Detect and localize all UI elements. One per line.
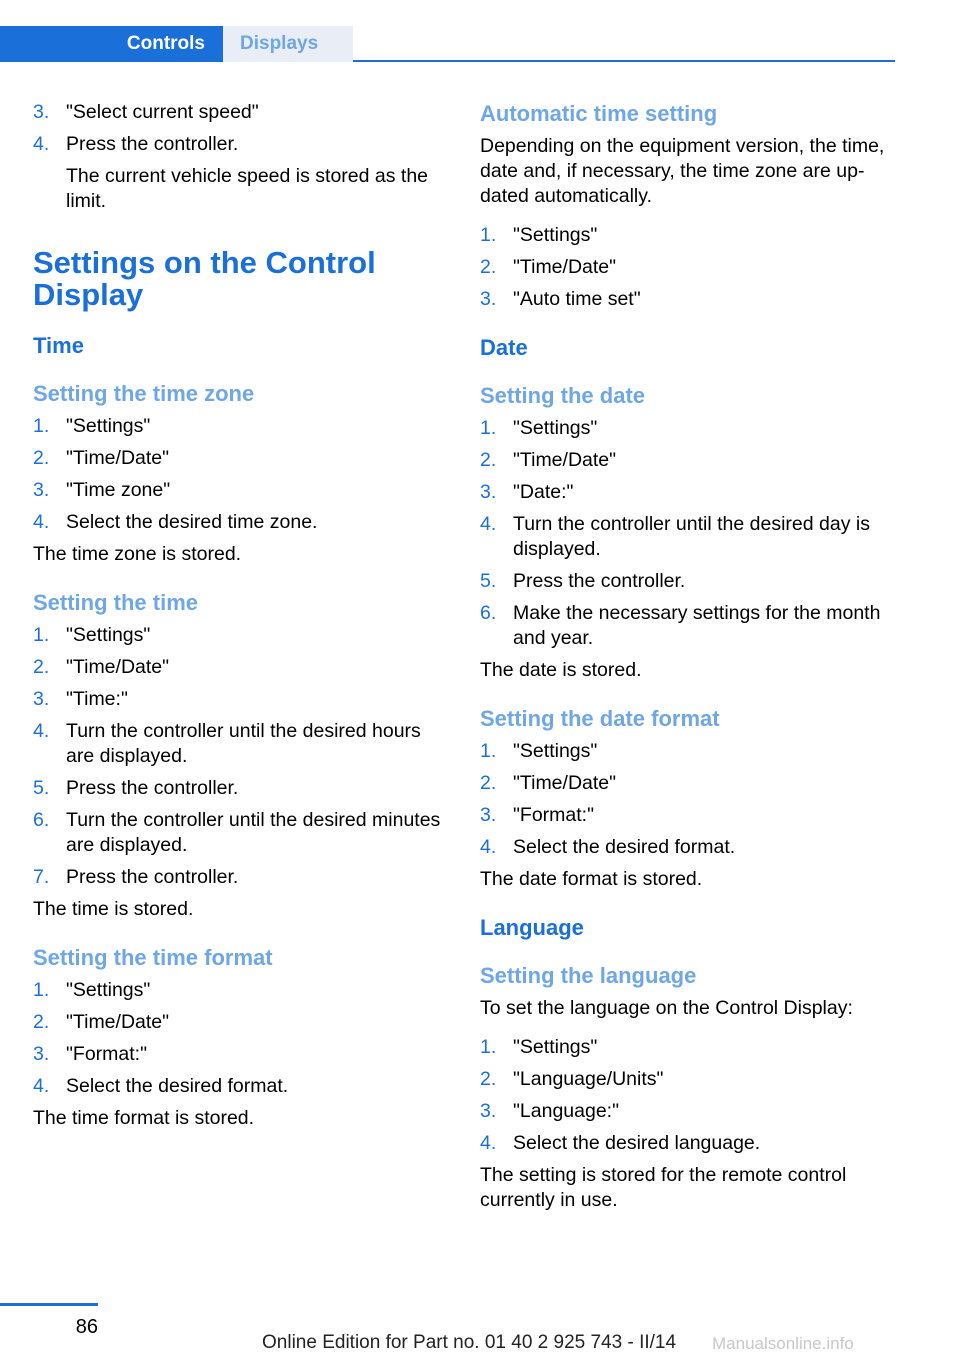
list-item: 4. Select the desired format. <box>33 1075 289 1097</box>
list-item: 3. "Date:" <box>480 481 574 503</box>
watermark: Manualsonline.info <box>712 1334 854 1353</box>
tab-controls[interactable]: Controls <box>0 26 223 62</box>
tab-displays[interactable]: Displays <box>223 26 353 62</box>
date-steps <box>480 416 900 651</box>
time-format-heading: Setting the time format <box>33 945 273 970</box>
language-steps <box>480 1035 900 1156</box>
list-item: 4. Select the desired time zone. <box>33 511 318 533</box>
page-number: 86 <box>75 1316 98 1338</box>
list-item: 2. "Language/Units" <box>480 1068 664 1090</box>
list-item: 1. "Settings" <box>33 979 151 1001</box>
time-setting-heading: Setting the time <box>33 590 199 615</box>
right-column <box>480 100 900 1213</box>
date-result: The date is stored. <box>480 659 642 681</box>
section-title: Settings on the Control Display <box>33 245 376 312</box>
language-heading: Language <box>480 915 584 940</box>
time-format-steps <box>33 978 443 1099</box>
date-format-heading: Setting the date format <box>480 706 720 731</box>
list-item: 2. "Time/Date" <box>480 772 617 794</box>
list-item: 3. "Language:" <box>480 1100 620 1122</box>
list-item: 2. "Time/Date" <box>33 1011 170 1033</box>
list-item: 1. "Settings" <box>33 624 151 646</box>
time-steps <box>33 623 443 890</box>
list-item: 6. Turn the controller until the desired minutes are displayed. <box>33 809 441 856</box>
list-item: 1. "Settings" <box>480 417 598 439</box>
list-item: 1. "Settings" <box>480 740 598 762</box>
list-item: 4. Select the desired language. <box>480 1132 761 1154</box>
list-item: 3. "Time zone" <box>33 479 171 501</box>
list-item: 2. "Time/Date" <box>480 256 617 278</box>
step-note: The current vehicle speed is stored as the limit. <box>66 165 429 212</box>
time-format-result: The time format is stored. <box>33 1107 255 1129</box>
list-item: 1. "Settings" <box>480 224 598 246</box>
list-item: 2. "Time/Date" <box>33 447 170 469</box>
list-item: 3. "Format:" <box>33 1043 148 1065</box>
list-item: 2. "Time/Date" <box>33 656 170 678</box>
list-item: 4. Select the desired format. <box>480 836 736 858</box>
date-setting-heading: Setting the date <box>480 383 646 408</box>
list-item: 4. Press the controller. The current vehicle speed is stored as the limit. <box>33 132 443 214</box>
list-item: 3. "Time:" <box>33 688 128 710</box>
left-column <box>33 100 443 1131</box>
auto-time-steps <box>480 223 900 312</box>
date-heading: Date <box>480 335 528 360</box>
list-item: 7. Press the controller. <box>33 866 239 888</box>
list-item: 5. Press the controller. <box>33 777 239 799</box>
time-zone-result: The time zone is stored. <box>33 543 242 565</box>
time-heading: Time <box>33 333 84 358</box>
list-item: 1. "Settings" <box>33 415 151 437</box>
date-format-steps <box>480 739 900 860</box>
auto-time-intro: Depending on the equipment version, the time, date and, if necessary, the time zone are updated automatically. <box>480 135 885 207</box>
date-format-result: The date format is stored. <box>480 868 703 890</box>
language-result: The setting is stored for the remote control currently in use. <box>480 1164 847 1211</box>
list-item: 3. "Auto time set" <box>480 288 641 310</box>
list-item: 4. Turn the controller until the desired day is displayed. <box>480 513 870 560</box>
list-item: 2. "Time/Date" <box>480 449 617 471</box>
list-item: 3. "Format:" <box>480 804 595 826</box>
list-item: 4. Turn the controller until the desired hours are displayed. <box>33 720 421 767</box>
top-step-list <box>33 100 443 214</box>
list-item: 3. "Select current speed" <box>33 101 259 123</box>
edition-text: Online Edition for Part no. 01 40 2 925 743 - II/14 <box>262 1332 677 1353</box>
time-result: The time is stored. <box>33 898 194 920</box>
list-item: 6. Make the necessary settings for the month and year. <box>480 602 881 649</box>
time-zone-heading: Setting the time zone <box>33 381 255 406</box>
auto-time-heading: Automatic time setting <box>480 101 718 126</box>
language-intro: To set the language on the Control Display: <box>480 997 853 1019</box>
footer-rule <box>0 1303 98 1306</box>
time-zone-steps <box>33 414 443 535</box>
list-item: 5. Press the controller. <box>480 570 686 592</box>
language-setting-heading: Setting the language <box>480 963 697 988</box>
list-item: 1. "Settings" <box>480 1036 598 1058</box>
